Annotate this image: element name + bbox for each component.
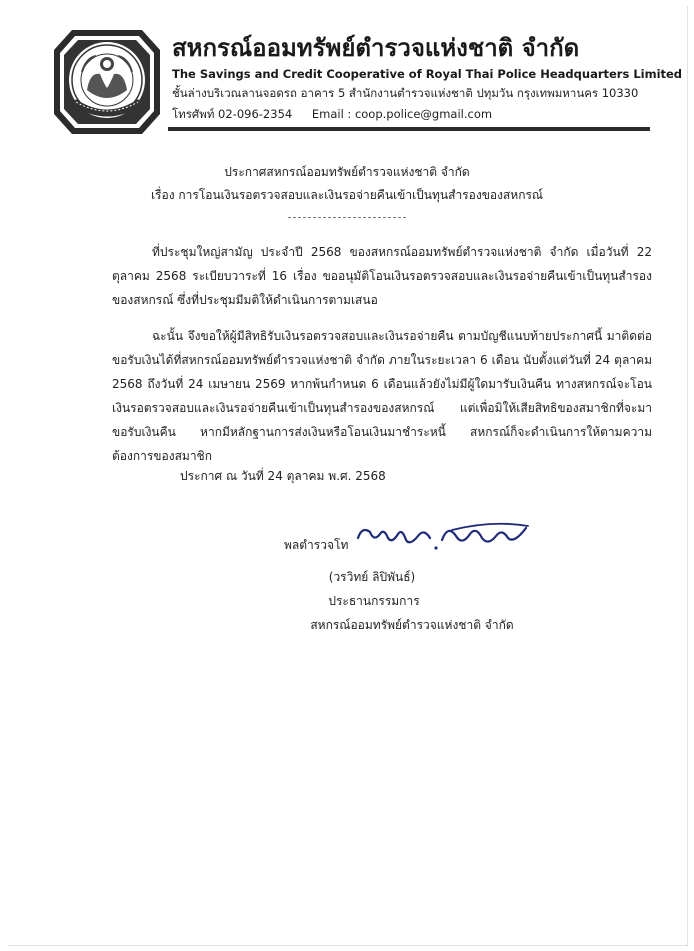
phone-number: โทรศัพท์ 02-096-2354	[172, 107, 293, 121]
notice-body	[112, 240, 652, 480]
header-divider	[168, 127, 650, 131]
body-paragraph-1: ที่ประชุมใหญ่สามัญ ประจำปี 2568 ของสหกรณ์ออมทรัพย์ตำรวจแห่งชาติ จำกัด เมื่อวันที่ 22 ตุลาคม 2568 ระเบียบวาระที่ 16 เรื่อง ขออนุมัติโอนเงินรอตรวจสอบและเงินรอจ่ายคืนเข้าเป็นทุนสำรองของสหกรณ์ ซึ่งที่ประชุมมีมติให้ดำเนินการตามเสนอ	[112, 245, 652, 307]
dashed-separator	[288, 217, 406, 218]
org-address: ชั้นล่างบริเวณลานจอดรถ อาคาร 5 สำนักงานตำรวจแห่งชาติ ปทุมวัน กรุงเทพมหานคร 10330	[172, 86, 639, 100]
org-name-english: The Savings and Credit Cooperative of Royal Thai Police Headquarters Limited	[172, 67, 683, 81]
handwritten-signature-icon	[352, 518, 532, 558]
email-address: Email : coop.police@gmail.com	[311, 107, 493, 121]
org-name-thai: สหกรณ์ออมทรัพย์ตำรวจแห่งชาติ จำกัด	[172, 34, 580, 62]
org-contact	[172, 107, 672, 121]
signatory-position: ประธานกรรมการ	[328, 594, 420, 608]
body-paragraph-2: ฉะนั้น จึงขอให้ผู้มีสิทธิรับเงินรอตรวจสอบและเงินรอจ่ายคืน ตามบัญชีแนบท้ายประกาศนี้ มาติดต่อขอรับเงินได้ที่สหกรณ์ออมทรัพย์ตำรวจแห่งชาติ จำกัด ภายในระยะเวลา 6 เดือน นับตั้งแต่วันที่ 24 ตุลาคม 2568 ถึงวันที่ 24 เมษายน 2569 หากพ้นกำหนด 6 เดือนแล้วยังไม่มีผู้ใดมารับเงินคืน ทางสหกรณ์จะโอนเงินรอตรวจสอบและเงินรอจ่ายคืนเข้าเป็นทุนสำรองของสหกรณ์ แต่เพื่อมิให้เสียสิทธิของสมาชิกที่จะมาขอรับเงินคืน หากมีหลักฐานการส่งเงินหรือโอนเงินมาชำระหนี้ สหกรณ์ก็จะดำเนินการให้ตามความต้องการของสมาชิก	[112, 329, 652, 463]
signatory-name: (วรวิทย์ ลิปิพันธ์)	[328, 570, 416, 584]
signatory-rank: พลตำรวจโท	[284, 538, 349, 552]
announcement-date: ประกาศ ณ วันที่ 24 ตุลาคม พ.ศ. 2568	[180, 469, 386, 483]
signatory-organization: สหกรณ์ออมทรัพย์ตำรวจแห่งชาติ จำกัด	[310, 618, 514, 632]
cooperative-seal-icon	[52, 28, 162, 136]
notice-title: ประกาศสหกรณ์ออมทรัพย์ตำรวจแห่งชาติ จำกัด	[224, 165, 470, 179]
notice-subject: เรื่อง การโอนเงินรอตรวจสอบและเงินรอจ่ายคืนเข้าเป็นทุนสำรองของสหกรณ์	[150, 188, 544, 202]
